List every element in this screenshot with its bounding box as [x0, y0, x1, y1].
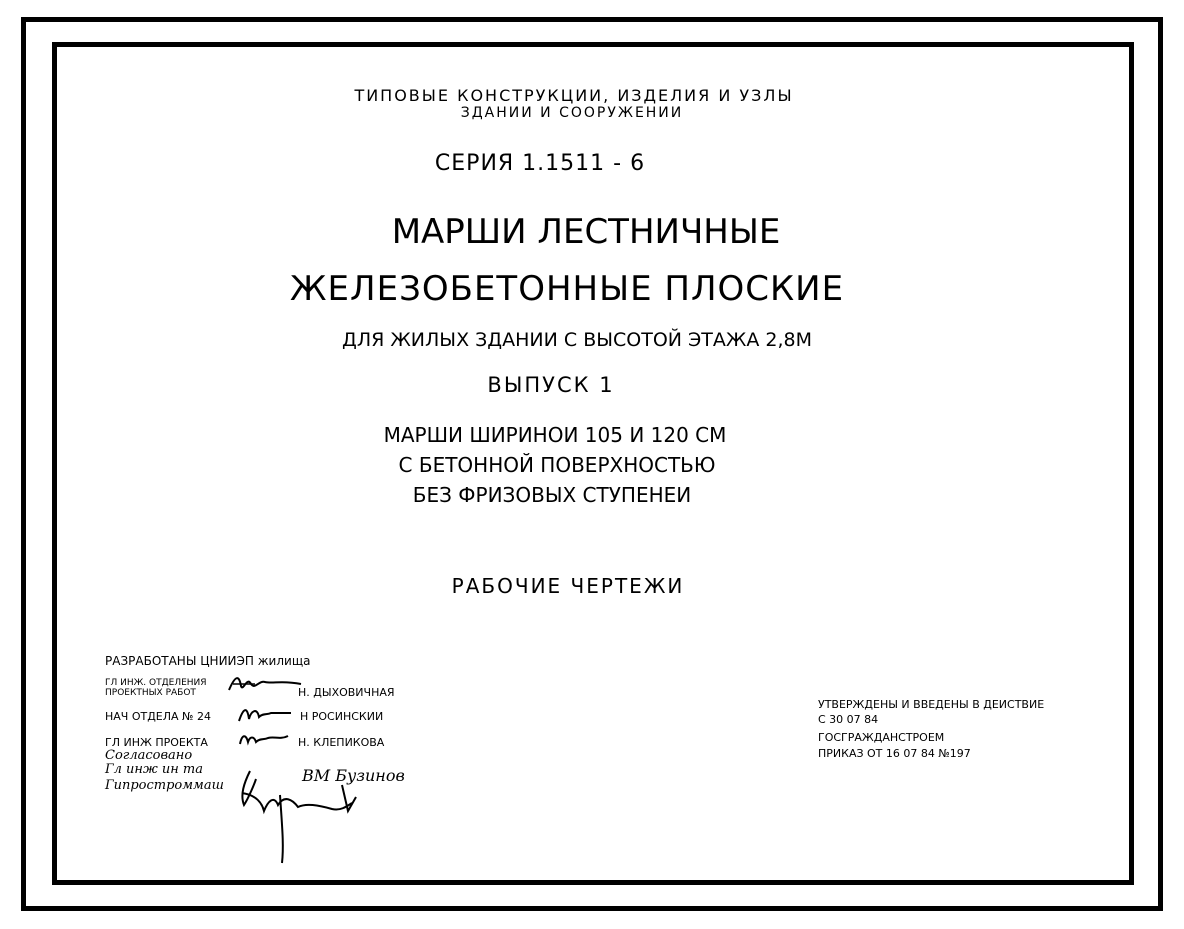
- name-buzinov: ВМ Бузинов: [302, 766, 405, 785]
- header-line-2: ЗДАНИИ И СООРУЖЕНИИ: [460, 105, 684, 121]
- agreed-role: Гл инж ин та: [105, 762, 204, 777]
- developed-by: РАЗРАБОТАНЫ ЦНИИЭП жилища: [105, 654, 311, 668]
- approval-date: С 30 07 84: [818, 713, 879, 726]
- role-chief-engineer-dept-1: ГЛ ИНЖ. ОТДЕЛЕНИЯ: [105, 678, 207, 688]
- subtitle: ДЛЯ ЖИЛЫХ ЗДАНИИ С ВЫСОТОЙ ЭТАЖА 2,8М: [341, 329, 813, 351]
- header-line-1: ТИПОВЫЕ КОНСТРУКЦИИ, ИЗДЕЛИЯ И УЗЛЫ: [354, 86, 794, 105]
- signature-dykhovichnaya: [225, 672, 305, 696]
- description-line-3: БЕЗ ФРИЗОВЫХ СТУПЕНЕИ: [412, 483, 692, 507]
- signature-klepikova: [236, 730, 292, 748]
- approval-line-1: УТВЕРЖДЕНЫ И ВВЕДЕНЫ В ДЕИСТВИЕ: [818, 698, 1045, 711]
- issue-number: ВЫПУСК 1: [487, 373, 615, 397]
- name-rosinsky: Н РОСИНСКИИ: [300, 710, 384, 723]
- name-klepikova: Н. КЛЕПИКОВА: [298, 736, 385, 749]
- role-head-dept-24: НАЧ ОТДЕЛА № 24: [105, 710, 211, 723]
- approval-order: ПРИКАЗ ОТ 16 07 84 №197: [818, 747, 971, 760]
- agreed-org: Гипростроммаш: [105, 778, 224, 793]
- name-dykhovichnaya: Н. ДЫХОВИЧНАЯ: [298, 686, 395, 699]
- series-number: СЕРИЯ 1.1511 - 6: [434, 151, 646, 176]
- signature-buzinov: [222, 765, 372, 865]
- title-line-1: МАРШИ ЛЕСТНИЧНЫЕ: [391, 212, 781, 252]
- title-line-2: ЖЕЛЕЗОБЕТОННЫЕ ПЛОСКИЕ: [289, 269, 845, 309]
- description-line-2: С БЕТОННОЙ ПОВЕРХНОСТЬЮ: [398, 453, 716, 477]
- description-line-1: МАРШИ ШИРИНОИ 105 И 120 СМ: [383, 423, 727, 447]
- agreed-label: Согласовано: [105, 748, 193, 763]
- role-chief-engineer-project: ГЛ ИНЖ ПРОЕКТА: [105, 736, 208, 749]
- role-chief-engineer-dept-2: ПРОЕКТНЫХ РАБОТ: [105, 688, 196, 698]
- signature-rosinsky: [235, 703, 295, 725]
- approval-authority: ГОСГРАЖДАНСТРОЕМ: [818, 731, 945, 744]
- document-type: РАБОЧИЕ ЧЕРТЕЖИ: [451, 574, 685, 598]
